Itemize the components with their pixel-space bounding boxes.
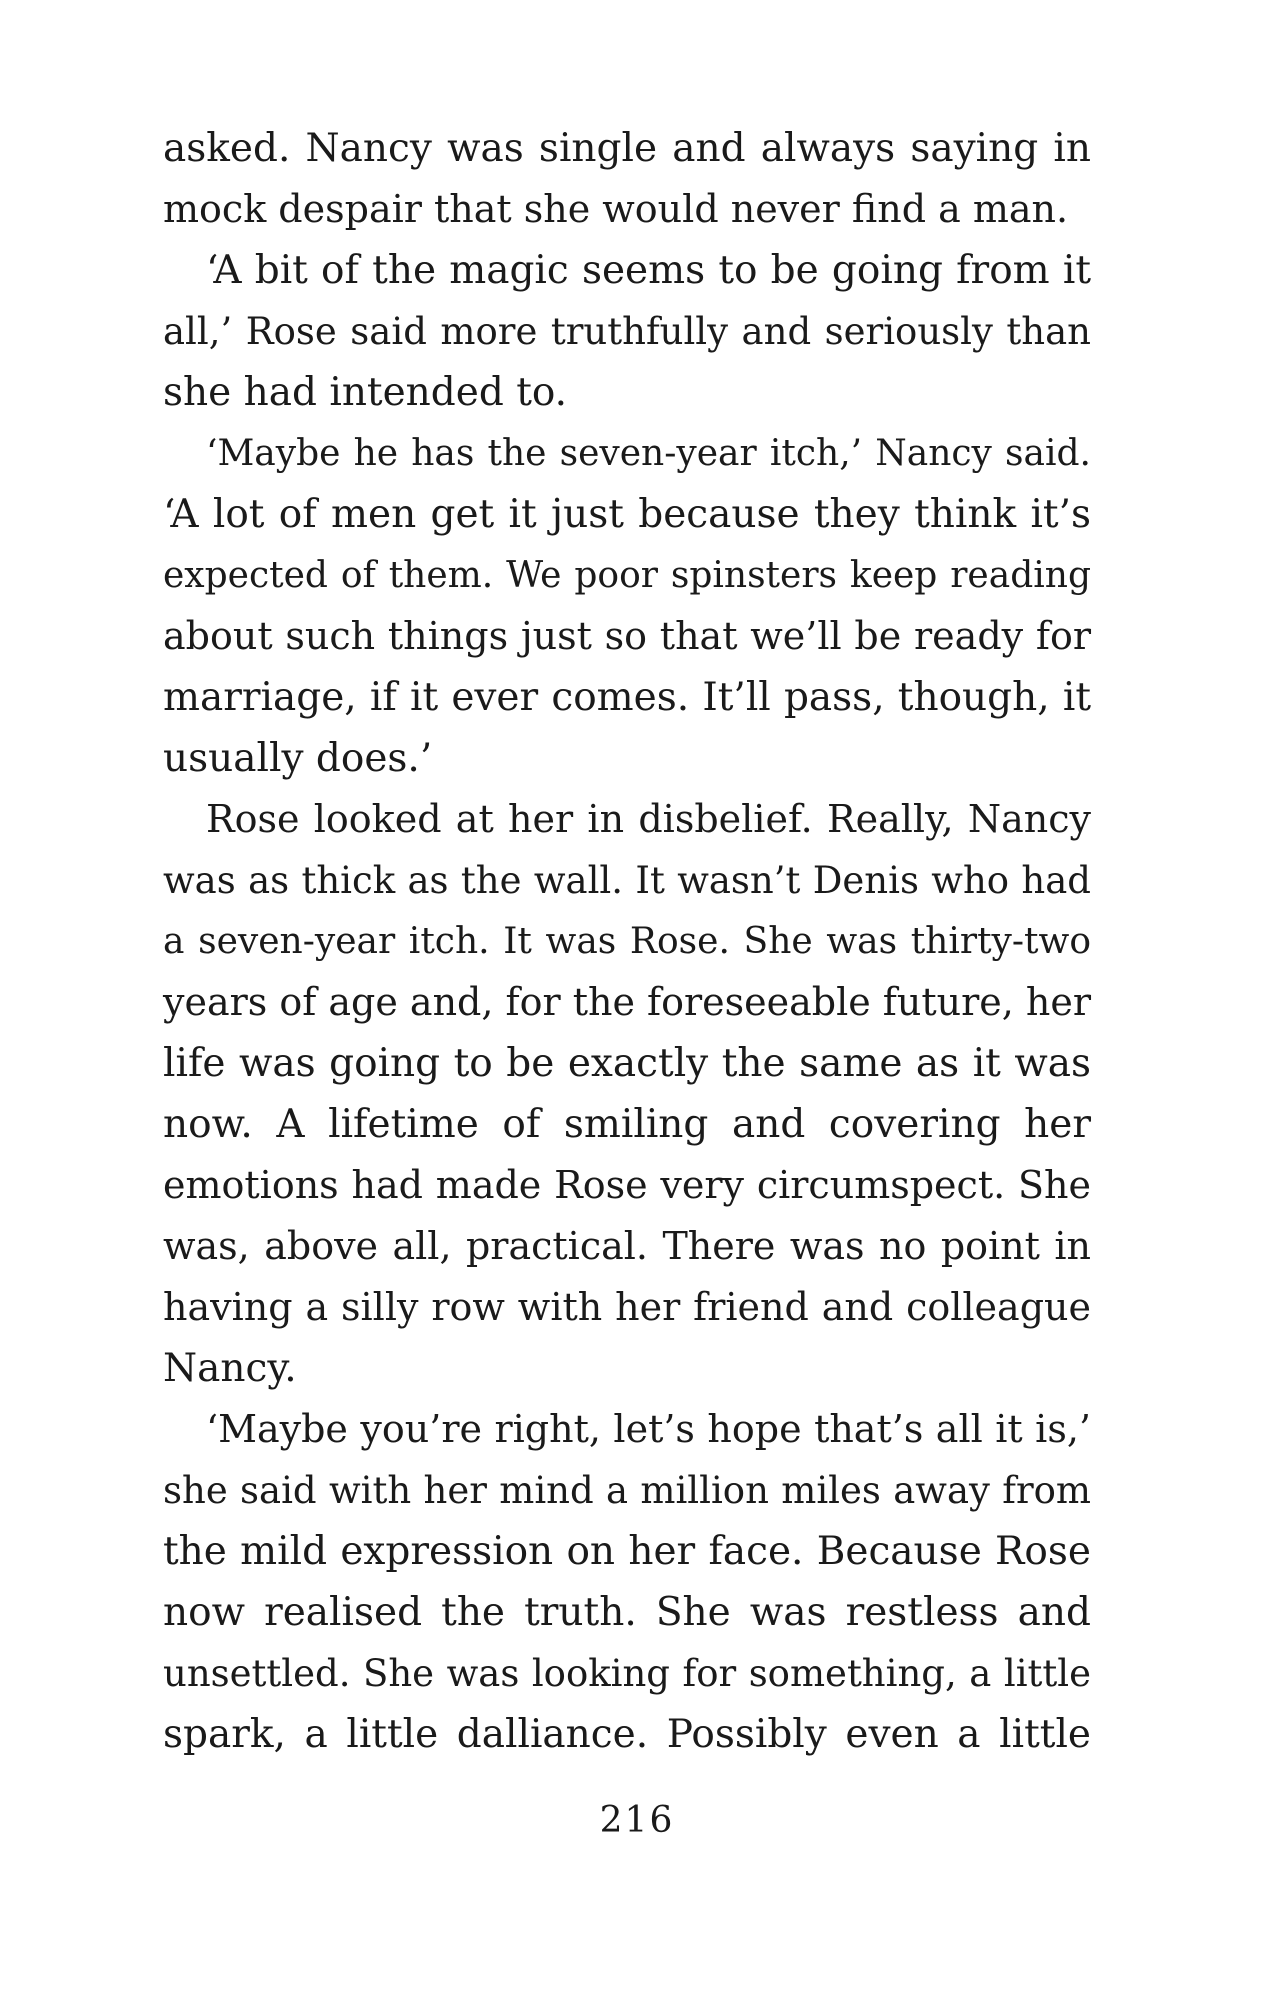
text-line: she said with her mind a million miles away from [163,1469,1091,1512]
text-line: now. A lifetime of smiling and covering her [163,1102,1091,1147]
text-line: Rose looked at her in disbelief. Really, Nancy [206,797,1091,841]
text-line: ‘A bit of the magic seems to be going from it [206,248,1091,293]
page-number: 216 [599,1800,675,1841]
text-line: years of age and, for the foreseeable future, her [163,980,1092,1024]
text-line: usually does.’ [163,736,433,781]
text-line: mock despair that she would never find a man. [163,187,1069,231]
text-line: was as thick as the wall. It wasn’t Denis who had [163,859,1091,902]
text-line: the mild expression on her face. Because Rose [163,1529,1091,1574]
text-line: all,’ Rose said more truthfully and seriously than [163,310,1091,353]
text-line: expected of them. We poor spinsters keep reading [163,555,1091,596]
text-line: ‘Maybe he has the seven-year itch,’ Nancy said. [206,433,1091,474]
text-line: asked. Nancy was single and always saying in [163,126,1091,171]
text-line: was, above all, practical. There was no point in [163,1224,1091,1268]
text-line: spark, a little dalliance. Possibly even a little [163,1712,1091,1757]
text-line: marriage, if it ever comes. It’ll pass, though, it [163,675,1091,720]
text-line: she had intended to. [163,370,568,415]
text-line: a seven-year itch. It was Rose. She was thirty-two [163,921,1091,962]
text-line: ‘Maybe you’re right, let’s hope that’s all it is,’ [206,1407,1091,1451]
text-line: now realised the truth. She was restless and [163,1590,1091,1635]
body-text [163,118,1091,1765]
text-line: having a silly row with her friend and colleague [163,1285,1091,1329]
text-line: unsettled. She was looking for something, a little [163,1652,1091,1695]
text-line: emotions had made Rose very circumspect. She [163,1163,1091,1207]
text-line: about such things just so that we’ll be ready for [163,614,1091,658]
text-line: Nancy. [163,1346,297,1391]
text-line: ‘A lot of men get it just because they think it’s [163,492,1091,537]
text-line: life was going to be exactly the same as it was [163,1041,1091,1086]
